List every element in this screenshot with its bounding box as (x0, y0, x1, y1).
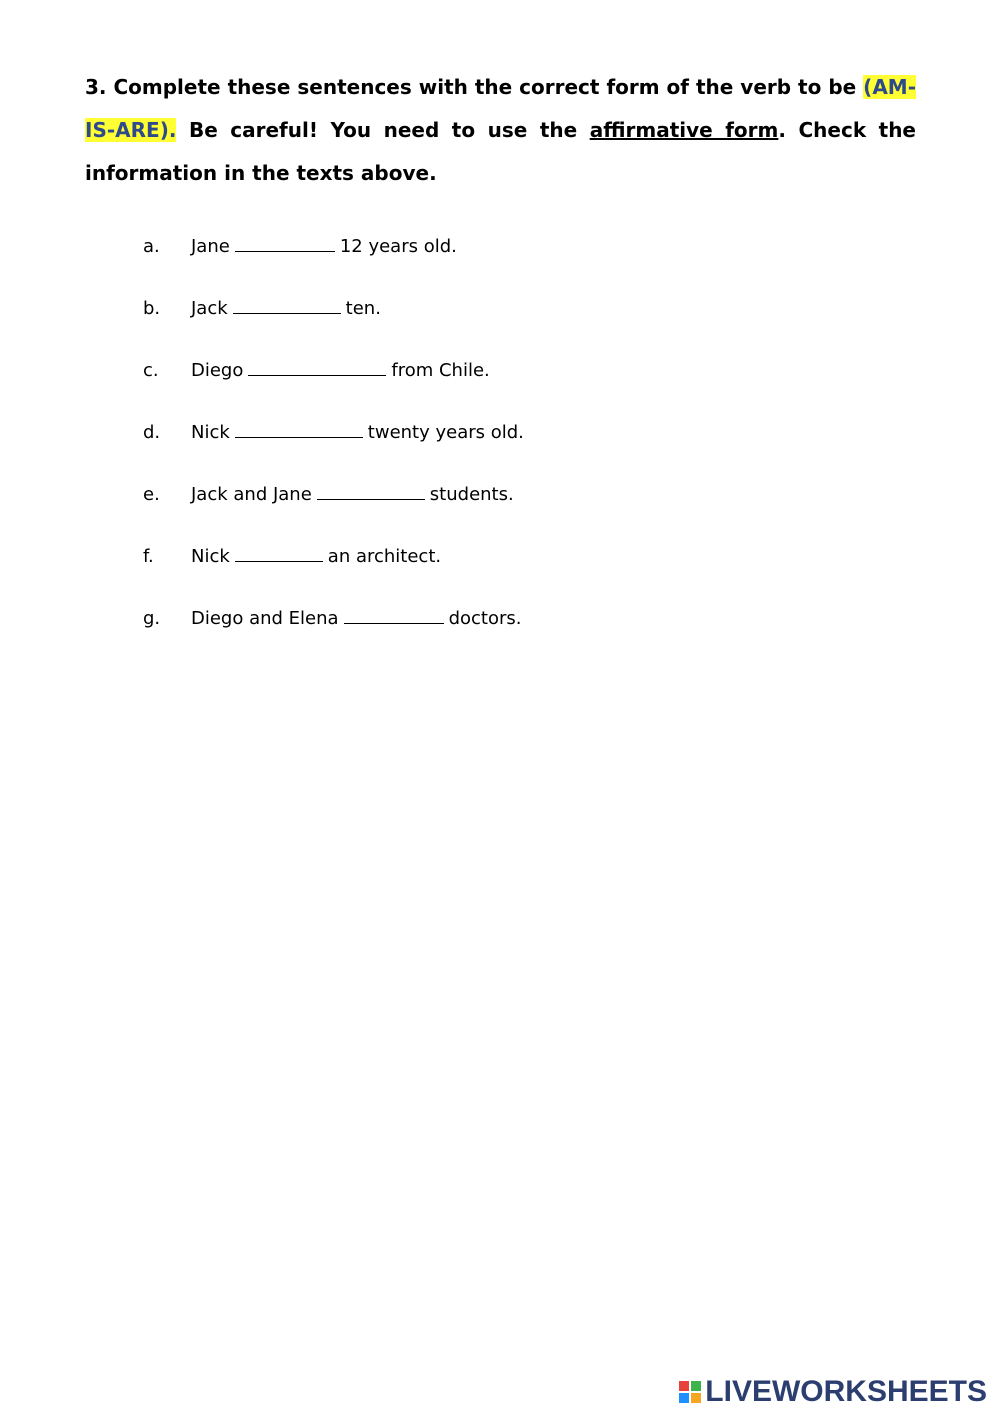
item-letter: d. (143, 422, 161, 443)
item-letter: c. (143, 360, 159, 381)
item-rest: twenty years old. (367, 422, 524, 443)
answer-blank[interactable] (235, 233, 335, 252)
liveworksheets-logo-icon (679, 1381, 701, 1403)
exercise-list (143, 226, 524, 660)
affirmative-form-underlined: affirmative form (589, 118, 779, 142)
item-letter: b. (143, 298, 161, 319)
logo-square-red (679, 1381, 689, 1391)
item-subject: Nick (191, 422, 230, 443)
logo-square-green (691, 1381, 701, 1391)
instructions (85, 66, 916, 195)
item-rest: doctors. (448, 608, 522, 629)
verb-options-highlight: (AM-IS-ARE). (85, 75, 916, 142)
item-rest: from Chile. (391, 360, 490, 381)
item-rest: ten. (345, 298, 381, 319)
item-subject: Diego and Elena (191, 608, 339, 629)
instructions-text: 3. Complete these sentences with the correct form of the verb to be (85, 75, 864, 99)
instructions-text-3: . Check the information in the texts above. (85, 118, 916, 185)
answer-blank[interactable] (344, 605, 444, 624)
answer-blank[interactable] (235, 419, 363, 438)
item-subject: Jane (191, 236, 230, 257)
item-letter: g. (143, 608, 161, 629)
answer-blank[interactable] (233, 295, 341, 314)
item-rest: students. (429, 484, 514, 505)
answer-blank[interactable] (317, 481, 425, 500)
item-rest: an architect. (327, 546, 442, 567)
instructions-text-2: Be careful! You need to use the (176, 118, 590, 142)
answer-blank[interactable] (248, 357, 386, 376)
exercise-item-b (143, 288, 524, 350)
item-subject: Diego (191, 360, 244, 381)
item-letter: f. (143, 546, 154, 567)
exercise-item-f (143, 536, 524, 598)
liveworksheets-logo (679, 1375, 987, 1409)
exercise-item-g (143, 598, 524, 660)
item-letter: e. (143, 484, 160, 505)
exercise-item-a (143, 226, 524, 288)
item-rest: 12 years old. (339, 236, 457, 257)
item-subject: Jack (191, 298, 228, 319)
logo-text: LIVEWORKSHEETS (705, 1375, 987, 1408)
logo-square-blue (679, 1393, 689, 1403)
exercise-item-c (143, 350, 524, 412)
logo-square-orange (691, 1393, 701, 1403)
exercise-item-e (143, 474, 524, 536)
item-subject: Nick (191, 546, 230, 567)
item-subject: Jack and Jane (191, 484, 312, 505)
answer-blank[interactable] (235, 543, 323, 562)
exercise-item-d (143, 412, 524, 474)
item-letter: a. (143, 236, 160, 257)
